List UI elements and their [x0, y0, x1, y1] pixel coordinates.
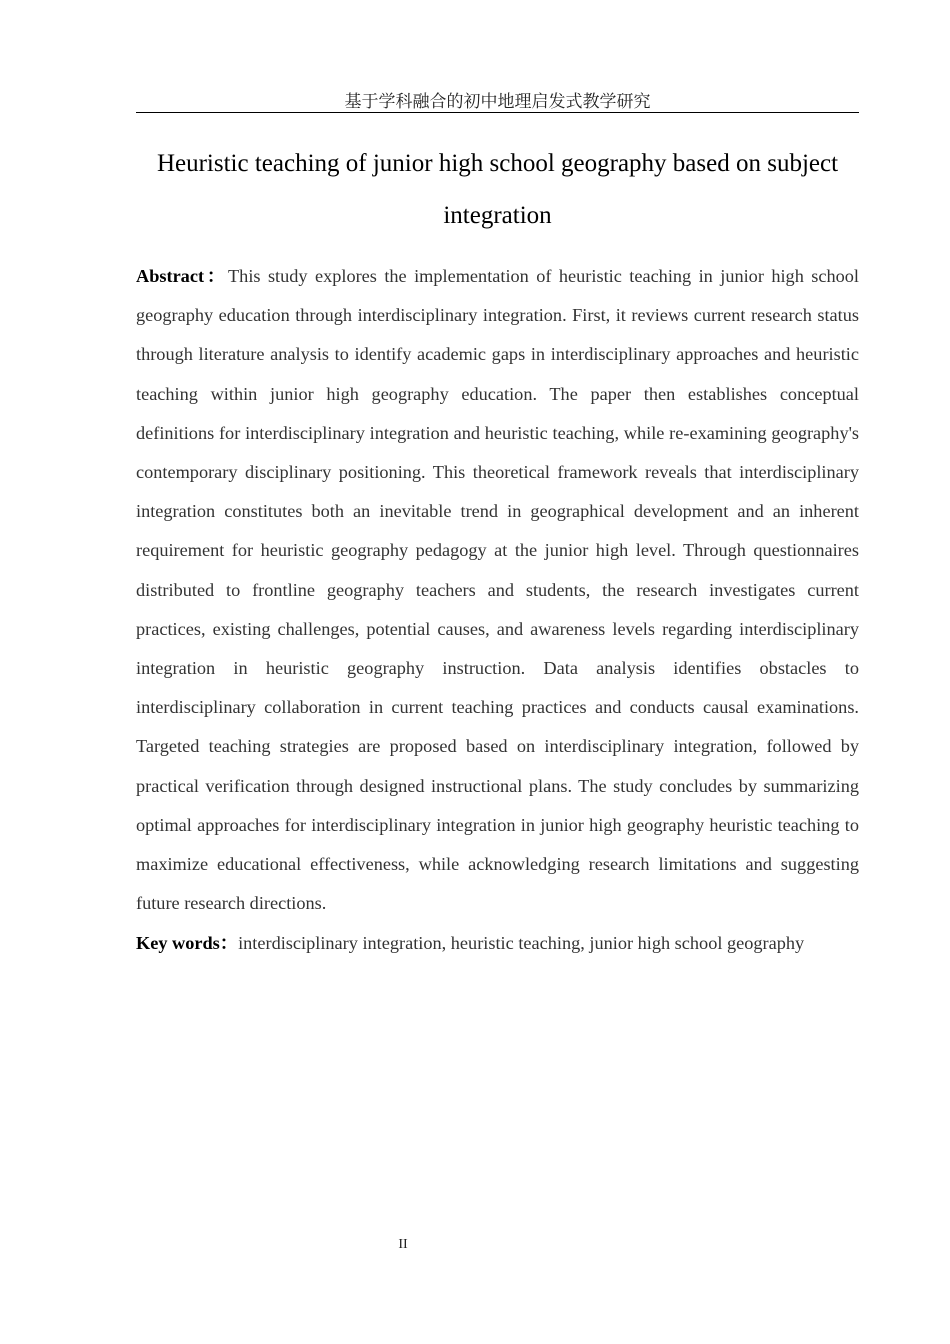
header-divider [136, 112, 859, 113]
paper-title: Heuristic teaching of junior high school geography based on subject integration [156, 150, 839, 229]
keywords-line [136, 929, 859, 957]
abstract-label: Abstract： [136, 266, 229, 286]
abstract-paragraph [136, 257, 859, 923]
keywords-text: interdisciplinary integration, heuristic teaching, junior high school geography [238, 933, 805, 953]
keywords-label: Key words： [136, 933, 239, 953]
running-header: 基于学科融合的初中地理启发式教学研究 [344, 92, 651, 112]
abstract-text: This study explores the implementation of heuristic teaching in junior high school geography education through interdisciplinary integration. First, it reviews current research status through literature analysis to identify academic gaps in interdisciplinary approaches and heuristic teaching within junior high geography education. The paper then establishes conceptual definitions for interdisciplinary integration and heuristic teaching, while re-examining geography's contemporary disciplinary positioning. This theoretical framework reveals that interdisciplinary integration constitutes both an inevitable trend in geographical development and an inherent requirement for heuristic geography pedagogy at the junior high level. Through questionnaires distributed to frontline geography teachers and students, the research investigates current practices, existing challenges, potential causes, and awareness levels regarding interdisciplinary integration in heuristic geography instruction. Data analysis identifies obstacles to interdisciplinary collaboration in current teaching practices and conducts causal examinations. Targeted teaching strategies are proposed based on interdisciplinary integration, followed by practical verification through designed instructional plans. The study concludes by summarizing optimal approaches for interdisciplinary integration in junior high geography heuristic teaching to maximize educational effectiveness, while acknowledging research limitations and suggesting future research directions. [136, 266, 859, 914]
page-number: II [398, 1237, 408, 1252]
